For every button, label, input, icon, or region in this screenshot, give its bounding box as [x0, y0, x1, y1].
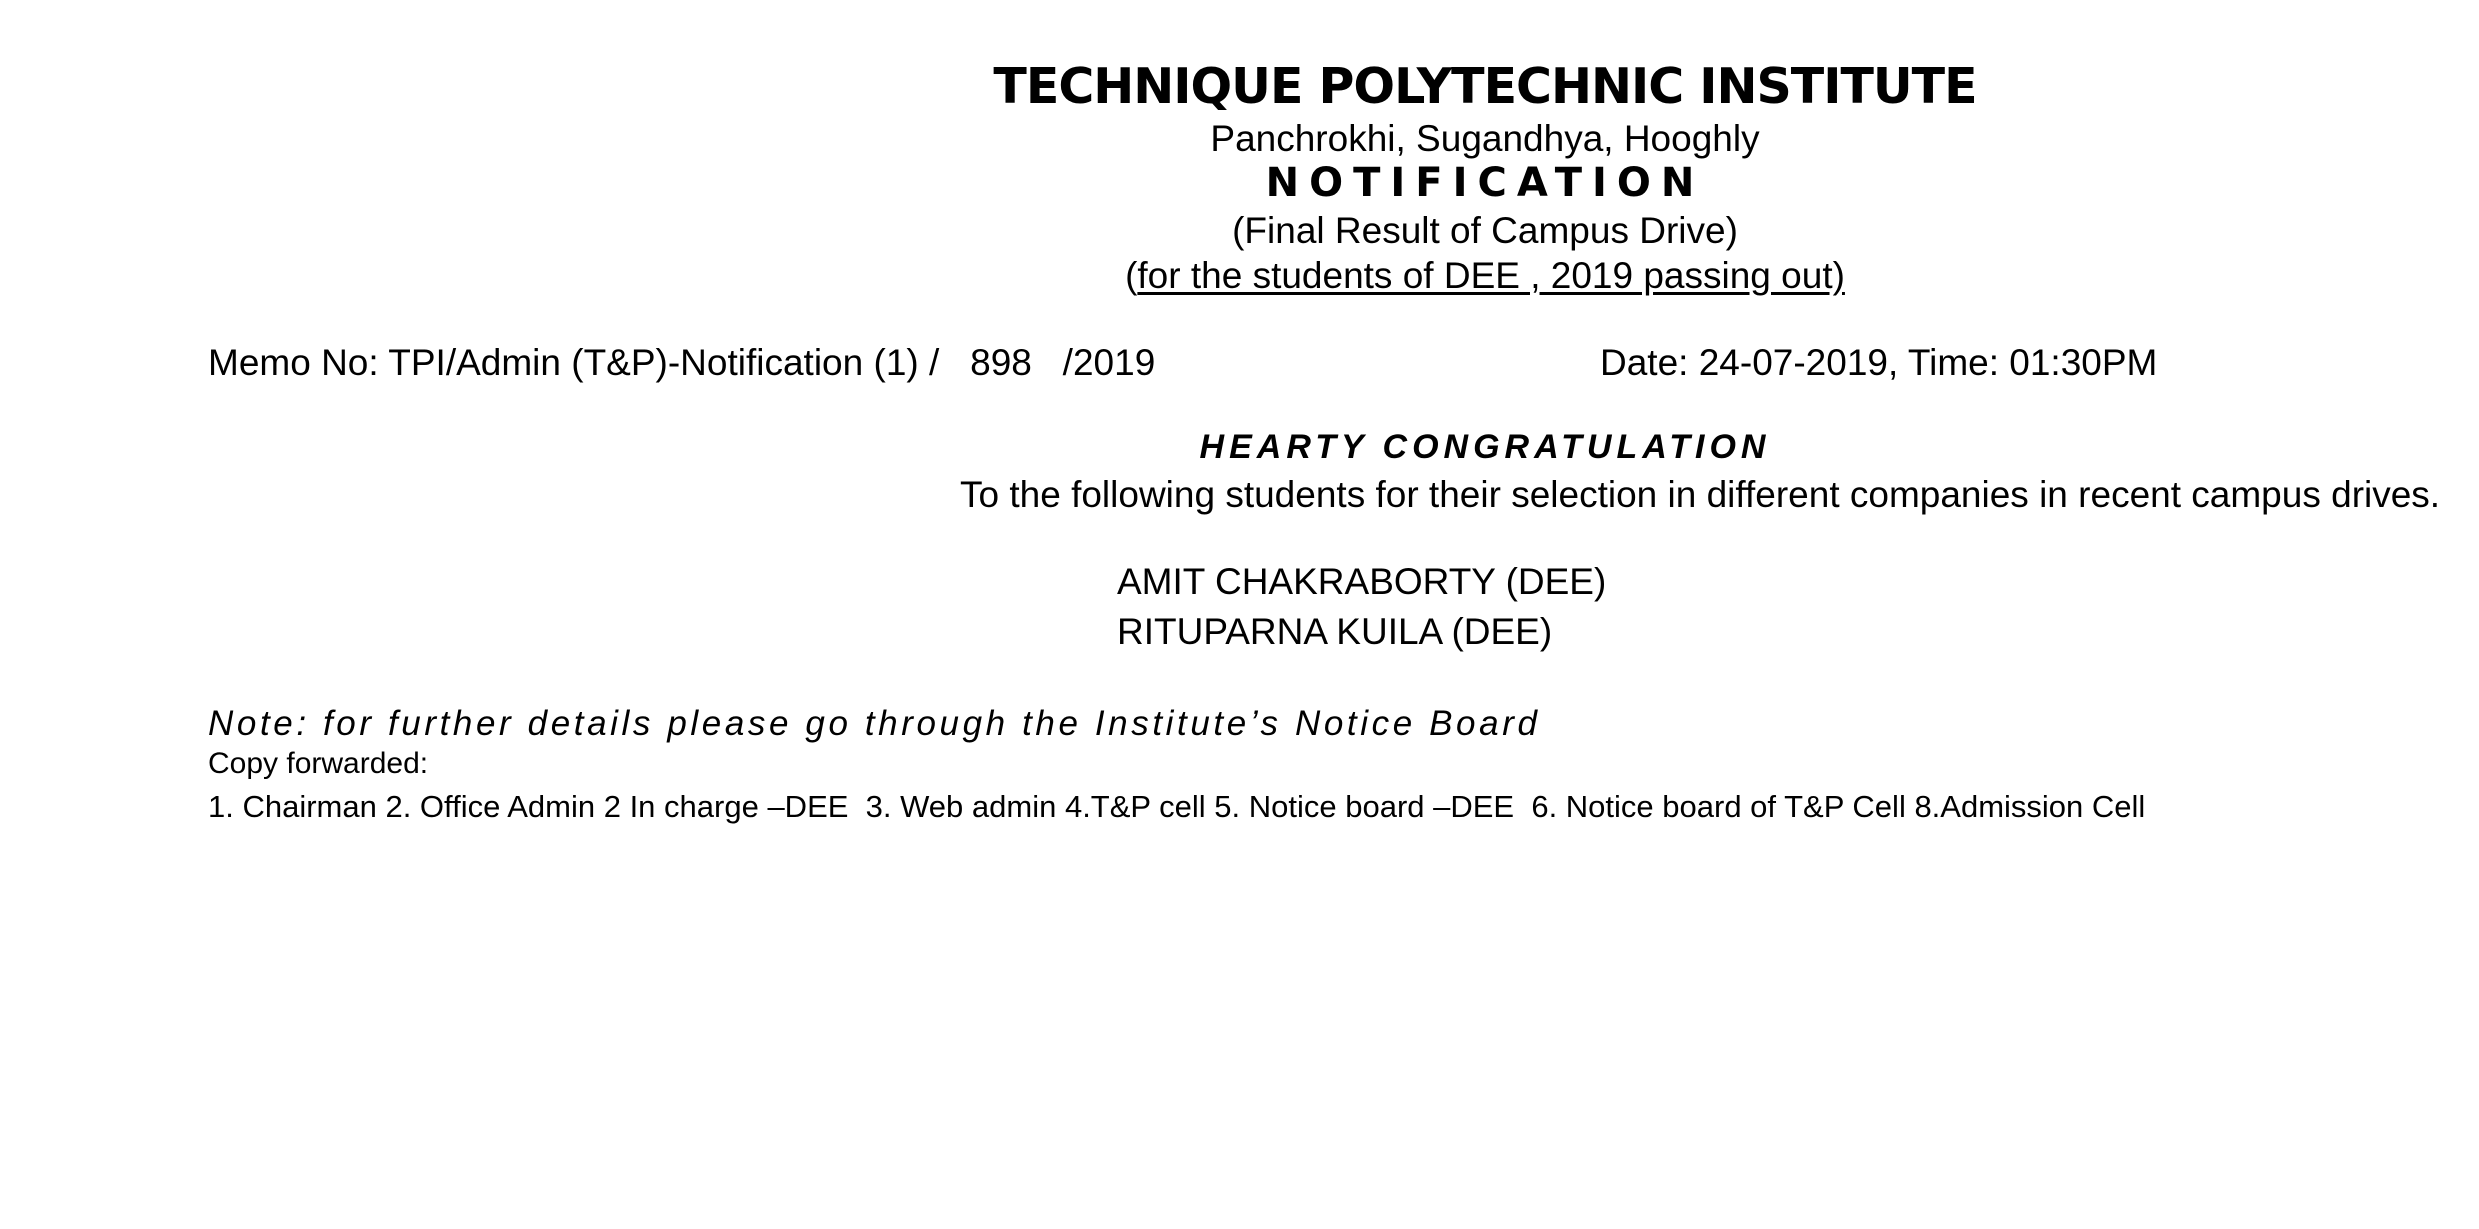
subtitle-underlined-text: for the students of DEE , 2019 passing out) — [1137, 255, 1845, 296]
memo-date-time: Date: 24-07-2019, Time: 01:30PM — [1600, 342, 2158, 383]
subtitle-open-paren: ( — [1125, 255, 1138, 296]
notification-subtitle-result: (Final Result of Campus Drive) — [1232, 210, 1738, 251]
institute-name: TECHNIQUE POLYTECHNIC INSTITUTE — [993, 58, 1977, 115]
copy-forwarded-list: 1. Chairman 2. Office Admin 2 In charge –DEE 3. Web admin 4.T&P cell 5. Notice board –DEE 6. Notice board of T&P Cell 8.Admission Cell — [208, 789, 2146, 824]
congratulation-text: To the following students for their selection in different companies in recent campus drives. — [960, 474, 2441, 515]
notification-title: NOTIFICATION — [1265, 160, 1705, 206]
note-text: Note: for further details please go through the Institute’s Notice Board — [208, 704, 1541, 743]
institute-address: Panchrokhi, Sugandhya, Hooghly — [1210, 118, 1760, 159]
copy-forwarded-label: Copy forwarded: — [208, 747, 429, 780]
student-name: AMIT CHAKRABORTY (DEE) — [1117, 561, 1607, 602]
congratulation-heading: HEARTY CONGRATULATION — [1199, 428, 1771, 466]
notification-subtitle-students — [960, 255, 2010, 297]
memo-number: Memo No: TPI/Admin (T&P)-Notification (1) / 898 /2019 — [208, 342, 1156, 383]
student-name: RITUPARNA KUILA (DEE) — [1117, 611, 1553, 652]
